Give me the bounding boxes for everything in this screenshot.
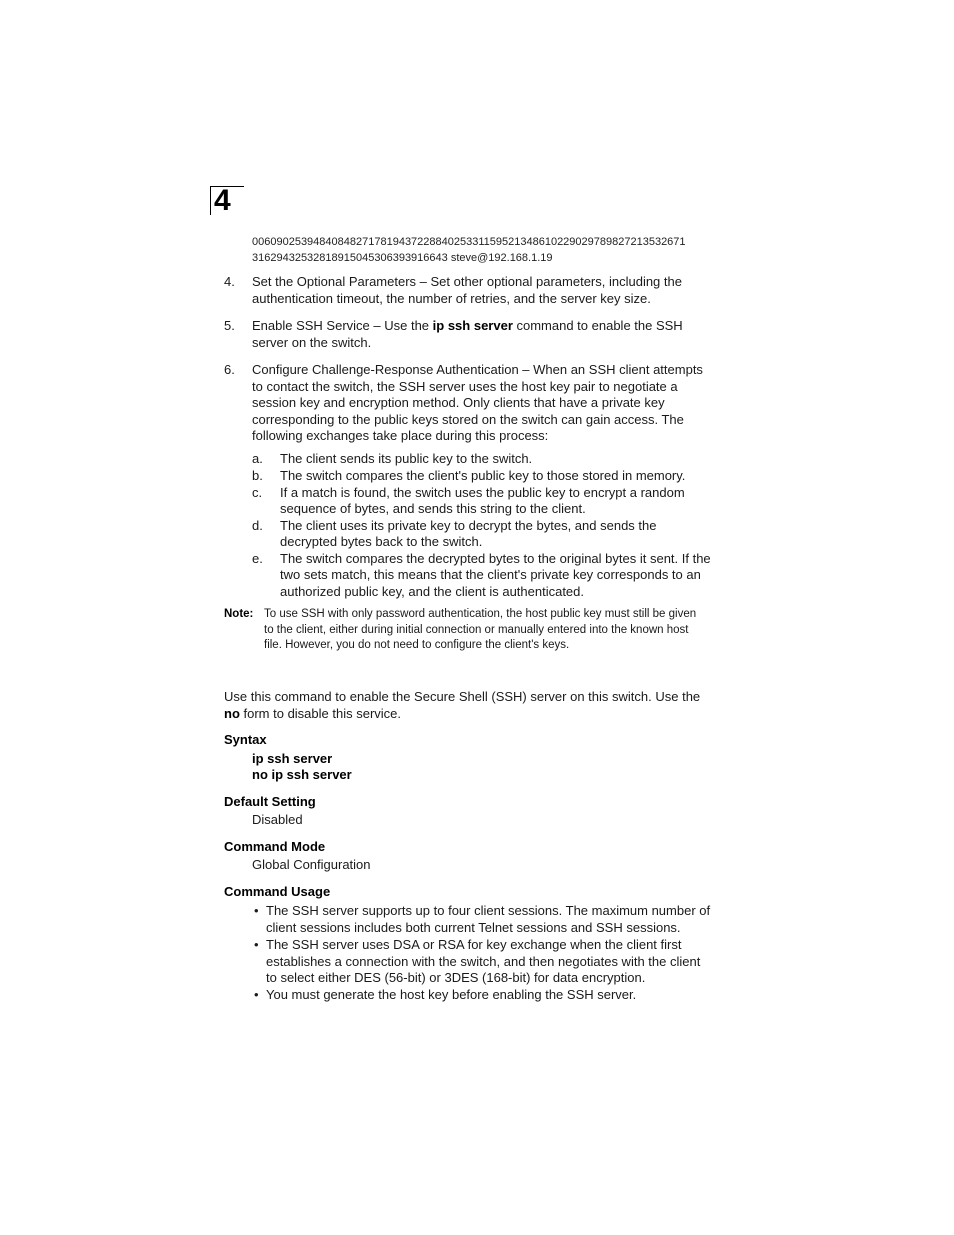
- substep-letter: c.: [252, 484, 263, 500]
- bullet-icon: •: [254, 937, 259, 952]
- bullet-icon: •: [254, 903, 259, 918]
- substep-d: [252, 518, 722, 551]
- substep-text: The client uses its private key to decrypt the bytes, and sends the decrypted bytes back to the switch.: [280, 517, 657, 549]
- substep-text: If a match is found, the switch uses the public key to encrypt a random sequence of bytes, and sends this string to the client.: [280, 484, 685, 516]
- substep-letter: a.: [252, 451, 263, 466]
- substep-letter: b.: [252, 468, 263, 483]
- list-item: [254, 987, 724, 1004]
- chapter-number: 4: [210, 186, 244, 215]
- bullet-icon: •: [254, 987, 259, 1002]
- command-name: ip ssh server: [432, 318, 513, 333]
- key-line: 00609025394840848271781943722884025331159521348610229029789827213532671: [252, 236, 686, 248]
- command-mode-value: Global Configuration: [252, 857, 371, 872]
- public-key-output: [252, 234, 722, 266]
- substep-letter: d.: [252, 517, 263, 533]
- note-text: To use SSH with only password authentication, the host public key must still be given to the client, either during initial connection or manually entered into the known host file. However, you do not need to configure the client's keys.: [264, 608, 697, 651]
- substep-text: The switch compares the client's public key to those stored in memory.: [280, 468, 686, 483]
- step-text: Configure Challenge-Response Authentication – When an SSH client attempts to contact the switch, the SSH server uses the host key pair to negotiate a session key and encryption method. Only clients that have a private key corresponding to the public keys stored on the switch can gain access. The following exchanges take place during this process:: [252, 362, 703, 443]
- substep-a: [252, 451, 722, 468]
- description-post: form to disable this service.: [239, 705, 402, 721]
- step-text: [252, 318, 722, 351]
- step-6: [224, 362, 724, 445]
- command-description: [224, 689, 716, 722]
- list-item: [254, 903, 724, 937]
- command-usage-list: [254, 903, 724, 1004]
- step-number: 6.: [224, 362, 235, 377]
- step-number: 5.: [224, 318, 235, 333]
- command-mode-heading: Command Mode: [224, 839, 326, 854]
- usage-text: You must generate the host key before enabling the SSH server.: [266, 987, 637, 1002]
- syntax-heading: Syntax: [224, 732, 267, 747]
- list-item: [254, 937, 724, 987]
- substep-c: [252, 485, 722, 518]
- substep-b: [252, 468, 722, 485]
- no-keyword: no: [224, 705, 240, 721]
- step-text-post: command to enable the SSH server on the switch.: [252, 318, 683, 350]
- step-number: 4.: [224, 274, 235, 289]
- usage-text: The SSH server supports up to four client sessions. The maximum number of client sessions includes both current Telnet sessions and SSH sessions.: [266, 903, 711, 935]
- syntax-line: no ip ssh server: [252, 767, 352, 782]
- syntax-line: ip ssh server: [252, 751, 333, 766]
- command-usage-heading: Command Usage: [224, 884, 331, 899]
- note-label: Note:: [224, 608, 254, 620]
- substep-text: The switch compares the decrypted bytes to the original bytes it sent. If the two sets match, this means that the client's private key corresponds to an authorized public key, and the client is authenticated.: [280, 550, 711, 599]
- default-setting-heading: Default Setting: [224, 794, 316, 809]
- description-pre: Use this command to enable the Secure Shell (SSH) server on this switch. Use the: [224, 689, 701, 704]
- default-setting-value: Disabled: [252, 812, 303, 827]
- step-5: [224, 318, 724, 351]
- step-4: [224, 274, 724, 307]
- usage-text: The SSH server uses DSA or RSA for key exchange when the client first establishes a connection with the switch, and then negotiates with the client to select either DES (56-bit) or 3DES (168-bit) for data encryption.: [266, 937, 701, 985]
- note: [224, 607, 704, 654]
- substep-e: [252, 551, 722, 601]
- key-line: 31629432532818915045306393916643 steve@192.168.1.19: [252, 252, 553, 264]
- step-text: Set the Optional Parameters – Set other optional parameters, including the authentication timeout, the number of retries, and the server key size.: [252, 274, 682, 306]
- substep-list: [252, 451, 722, 601]
- step-text-pre: Enable SSH Service – Use the: [252, 318, 433, 333]
- substep-text: The client sends its public key to the switch.: [280, 451, 533, 466]
- substep-letter: e.: [252, 550, 263, 566]
